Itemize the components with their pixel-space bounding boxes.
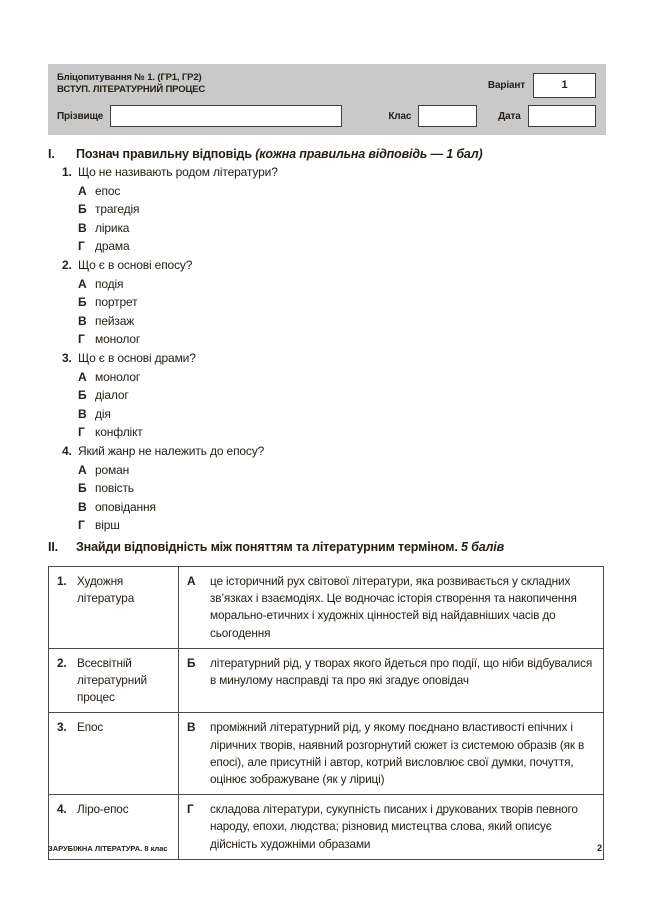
option-text: роман [95, 462, 130, 477]
definition-letter: В [187, 720, 196, 735]
answer-option[interactable] [78, 275, 602, 294]
section2-numeral: II. [48, 540, 58, 554]
header-form-row [57, 105, 596, 127]
option-letter: А [78, 462, 87, 477]
term-text: Епос [77, 720, 104, 735]
definition-cell [179, 649, 603, 713]
question-text: Що є в основі епосу? [78, 257, 193, 272]
option-text: драма [95, 239, 130, 254]
question-number: 3. [62, 350, 72, 365]
section1-note: (кожна правильна відповідь — 1 бал) [255, 147, 483, 161]
section1-numeral: I. [48, 147, 55, 161]
question-text-line [62, 442, 602, 461]
question-text: Що не називають родом літератури? [78, 165, 278, 179]
variant-group [488, 73, 596, 98]
matching-table [48, 566, 604, 860]
option-text: епос [95, 183, 121, 198]
question-text: Який жанр не належить до епосу? [78, 443, 265, 458]
option-letter: А [78, 369, 87, 384]
option-text: лірика [95, 220, 130, 235]
option-text: діалог [95, 388, 129, 403]
question-number: 1. [62, 165, 72, 179]
option-letter: В [78, 220, 87, 235]
section2-title: Знайди відповідність між поняттям та літературним терміном. [76, 540, 458, 554]
page-number: 2 [597, 843, 602, 853]
section1-title-wrap [76, 147, 483, 162]
term-text: Всесвітній літературний процес [77, 655, 147, 705]
question-text-line [62, 163, 602, 182]
answer-option[interactable] [78, 423, 602, 442]
option-letter: Г [78, 332, 85, 347]
option-text: монолог [95, 332, 141, 347]
option-text: вірш [95, 518, 120, 533]
option-text: подія [95, 276, 124, 291]
answer-option[interactable] [78, 312, 602, 331]
answer-option[interactable] [78, 516, 602, 535]
term-cell [49, 567, 179, 648]
header-title-row [57, 72, 596, 98]
answer-option[interactable] [78, 461, 602, 480]
section2-title-wrap [76, 540, 504, 555]
term-number: 2. [57, 655, 67, 670]
quiz-titles [57, 72, 205, 95]
option-letter: В [78, 313, 87, 328]
questions-list [62, 163, 602, 535]
answer-option[interactable] [78, 479, 602, 498]
option-letter: Г [78, 425, 85, 440]
definition-text: проміжний літературний рід, у якому поєднано властивості епічних і ліричних творів, наявний розгорнутий сюжет із системою образів (як в епосі), але присутній і автор, котрий висловлює свої думки, почуття, оцінює зображуване (як у ліриці) [210, 720, 585, 787]
question-3 [62, 349, 602, 442]
option-letter: Б [78, 481, 87, 496]
option-letter: Г [78, 239, 85, 254]
answer-option[interactable] [78, 386, 602, 405]
date-label: Дата [498, 110, 521, 122]
surname-field[interactable] [110, 105, 342, 127]
definition-cell [179, 713, 603, 794]
section2-heading [48, 540, 604, 555]
definition-text: це історичний рух світової літератури, яка розвивається у складних зв’язках і взаємодіях. Це водночас історія створення та накопичення морально-етичних і художніх цінностей від найдавніших часів до сьогодення [210, 574, 577, 640]
option-text: трагедія [95, 202, 140, 217]
answer-option[interactable] [78, 237, 602, 256]
option-letter: Б [78, 295, 87, 310]
option-letter: В [78, 499, 87, 514]
option-text: оповідання [95, 499, 156, 514]
answer-option[interactable] [78, 405, 602, 424]
option-letter: Г [78, 518, 85, 533]
class-field[interactable] [418, 105, 477, 127]
question-text: Що є в основі драми? [78, 350, 196, 365]
option-text: пейзаж [95, 313, 135, 328]
question-1 [62, 163, 602, 256]
term-number: 1. [57, 574, 67, 588]
definition-text: складова літератури, сукупність писаних і друкованих творів певного народу, епохи, людства; різновид мистецтва слова, який описує дійсність художніми образами [210, 802, 578, 851]
answer-option[interactable] [78, 219, 602, 238]
table-row [49, 648, 603, 713]
option-letter: В [78, 406, 87, 421]
question-number: 2. [62, 257, 72, 272]
answer-option[interactable] [78, 368, 602, 387]
answer-option[interactable] [78, 498, 602, 517]
answer-option[interactable] [78, 293, 602, 312]
definition-letter: Б [187, 655, 196, 670]
definition-letter: Г [187, 802, 194, 817]
variant-field[interactable]: 1 [533, 73, 596, 98]
section1-heading [48, 147, 604, 162]
option-text: портрет [95, 295, 138, 310]
section1-title: Познач правильну відповідь [76, 147, 252, 161]
footer-book-title: ЗАРУБІЖНА ЛІТЕРАТУРА. 8 клас [48, 844, 168, 853]
question-number: 4. [62, 443, 72, 458]
term-number: 3. [57, 720, 67, 735]
table-row [49, 567, 603, 648]
answer-option[interactable] [78, 182, 602, 201]
quiz-title: Бліцопитування № 1. (ГР1, ГР2) [57, 72, 202, 83]
option-letter: А [78, 276, 87, 291]
option-text: монолог [95, 369, 141, 384]
answer-option[interactable] [78, 200, 602, 219]
definition-cell [179, 567, 603, 648]
definition-text: літературний рід, у творах якого йдеться про події, що ніби відбувалися в минулому насправді та про які згадує оповідач [210, 655, 593, 688]
definition-letter: А [187, 574, 196, 588]
question-text-line [62, 349, 602, 368]
option-letter: А [78, 183, 87, 198]
term-cell [49, 713, 179, 794]
option-letter: Б [78, 202, 87, 217]
section2-note: 5 балів [461, 540, 505, 554]
question-4 [62, 442, 602, 535]
question-2 [62, 256, 602, 349]
term-number: 4. [57, 802, 67, 817]
variant-label: Варіант [487, 80, 525, 91]
option-text: дія [95, 406, 111, 421]
definition-cell [179, 795, 603, 859]
class-label: Клас [388, 110, 412, 122]
question-text-line [62, 256, 602, 275]
term-text: Ліро-епос [77, 802, 129, 817]
table-row [49, 712, 603, 794]
answer-option[interactable] [78, 330, 602, 349]
quiz-subtitle: ВСТУП. ЛІТЕРАТУРНИЙ ПРОЦЕС [57, 83, 206, 95]
surname-label: Прізвище [57, 110, 104, 122]
term-text: Художня література [77, 574, 135, 606]
option-text: конфлікт [95, 425, 143, 440]
header-panel [48, 64, 606, 135]
term-cell [49, 649, 179, 713]
date-field[interactable] [528, 105, 596, 127]
option-text: повість [95, 481, 134, 496]
option-letter: Б [78, 388, 87, 403]
